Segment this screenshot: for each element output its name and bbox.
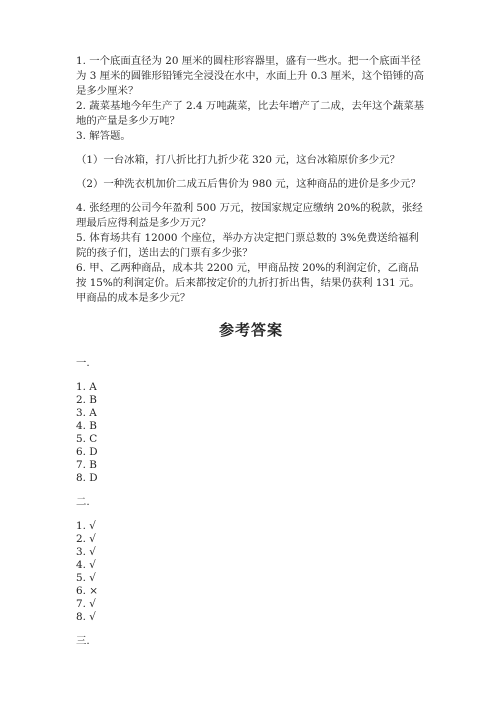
question-5: 5. 体育场共有 12000 个座位，举办方决定把门票总数的 3%免费送给福利院的孩子们，送出去的门票有多少张？	[76, 232, 419, 259]
answer-item: 3. √	[76, 546, 96, 558]
answer-item: 8. D	[76, 472, 98, 484]
answer-item: 2. B	[76, 394, 97, 406]
answer-item: 1. √	[76, 520, 96, 532]
document-page	[76, 54, 426, 659]
answer-section-1	[76, 356, 426, 485]
answer-item: 5. √	[76, 572, 96, 584]
question-4: 4. 张经理的公司今年盈利 500 万元，按国家规定应缴纳 20%的税款，张经理最后应得利益是多少万元？	[76, 202, 423, 229]
answer-item: 5. C	[76, 433, 98, 445]
answer-item: 4. B	[76, 420, 97, 432]
question-1: 1. 一个底面直径为 20 厘米的圆柱形容器里，盛有一些水。把一个底面半径为 3 厘米的圆锥形铅锤完全浸没在水中，水面上升 0.3 厘米，这个铅锤的高是多少厘米？	[76, 55, 425, 97]
answer-item: 1. A	[76, 381, 97, 393]
answer-item: 7. B	[76, 459, 97, 471]
question-3-1: （1）一台冰箱，打八折比打九折少花 320 元，这台冰箱原价多少元？	[76, 154, 400, 166]
question-2: 2. 蔬菜基地今年生产了 2.4 万吨蔬菜，比去年增产了二成，去年这个蔬菜基地的产量是多少万吨？	[76, 100, 425, 127]
section-heading: 三.	[76, 635, 90, 647]
answer-item: 2. √	[76, 533, 96, 545]
answer-item: 6. ×	[76, 585, 98, 597]
answer-item: 6. D	[76, 446, 98, 458]
question-3: 3. 解答题。	[76, 130, 131, 142]
question-6: 6. 甲、乙两种商品，成本共 2200 元，甲商品按 20%的利润定价，乙商品按 15%的利润定价。后来都按定价的九折打折出售，结果仍获利 131 元。甲商品的成本是多少元？	[76, 262, 420, 304]
answer-item: 3. A	[76, 407, 97, 419]
section-heading: 一.	[76, 357, 90, 369]
answer-section-3	[76, 634, 426, 649]
section-heading: 二.	[76, 496, 90, 508]
answer-title: 参考答案	[218, 321, 283, 339]
answer-item: 8. √	[76, 611, 96, 623]
answer-item: 7. √	[76, 598, 96, 610]
answer-section-2	[76, 495, 426, 624]
question-3-2: （2）一种洗衣机加价二成五后售价为 980 元，这种商品的进价是多少元？	[76, 178, 421, 190]
answer-item: 4. √	[76, 559, 96, 571]
